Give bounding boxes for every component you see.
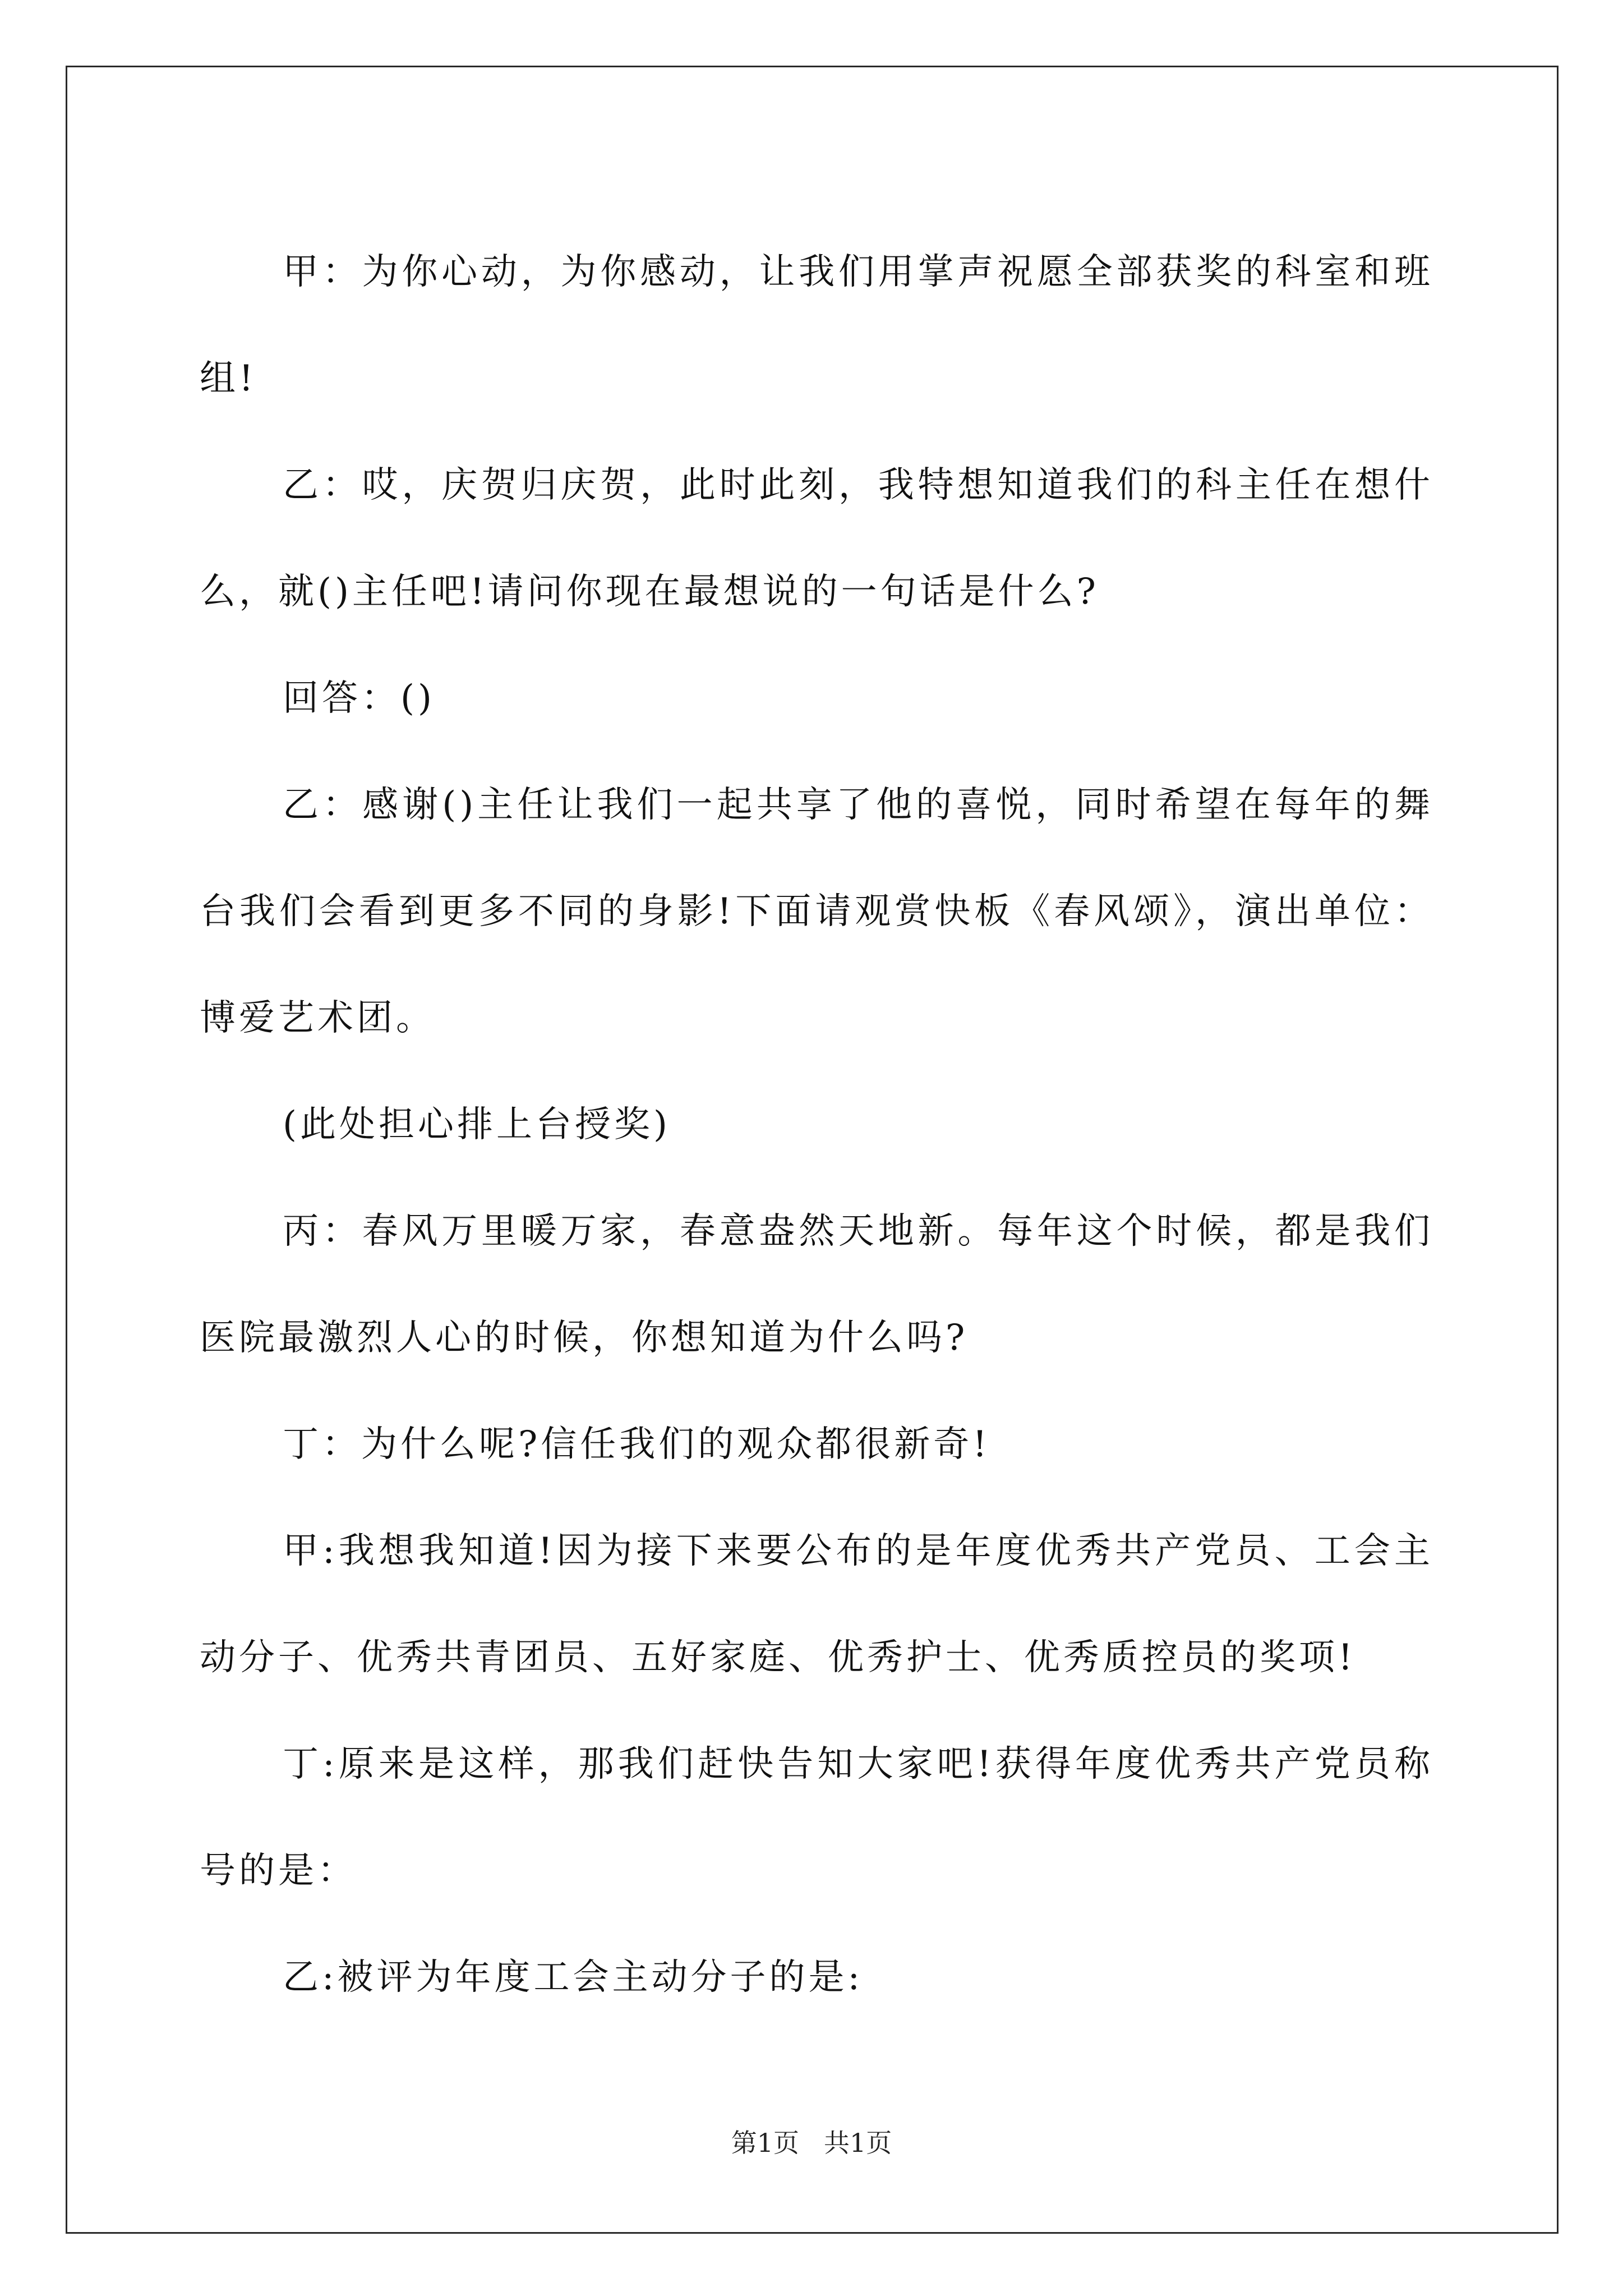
paragraph: 乙：感谢()主任让我们一起共享了他的喜悦，同时希望在每年的舞台我们会看到更多不同的身影!下面请观赏快板《春风颂》，演出单位：博爱艺术团。	[200, 784, 1433, 1039]
paragraph: (此处担心排上台授奖)	[283, 1104, 671, 1145]
total-pages-label: 共1页	[824, 2128, 892, 2158]
paragraph: 回答：()	[283, 678, 435, 719]
paragraph: 乙:被评为年度工会主动分子的是:	[283, 1957, 864, 1998]
paragraph: 丁：为什么呢?信任我们的观众都很新奇!	[283, 1424, 991, 1465]
page-footer	[0, 2126, 1623, 2160]
paragraph: 甲:我想我知道!因为接下来要公布的是年度优秀共产党员、工会主动分子、优秀共青团员、五好家庭、优秀护士、优秀质控员的奖项!	[200, 1530, 1433, 1678]
paragraph: 甲：为你心动，为你感动，让我们用掌声祝愿全部获奖的科室和班组!	[200, 251, 1433, 399]
paragraph: 丁:原来是这样，那我们赶快告知大家吧!获得年度优秀共产党员称号的是：	[200, 1743, 1433, 1892]
document-body	[200, 219, 1433, 2031]
current-page-label: 第1页	[731, 2128, 799, 2158]
paragraph: 乙：哎，庆贺归庆贺，此时此刻，我特想知道我们的科主任在想什么，就()主任吧!请问你现在最想说的一句话是什么?	[200, 464, 1433, 613]
paragraph: 丙：春风万里暖万家，春意盎然天地新。每年这个时候，都是我们医院最激烈人心的时候，你想知道为什么吗?	[200, 1211, 1433, 1359]
